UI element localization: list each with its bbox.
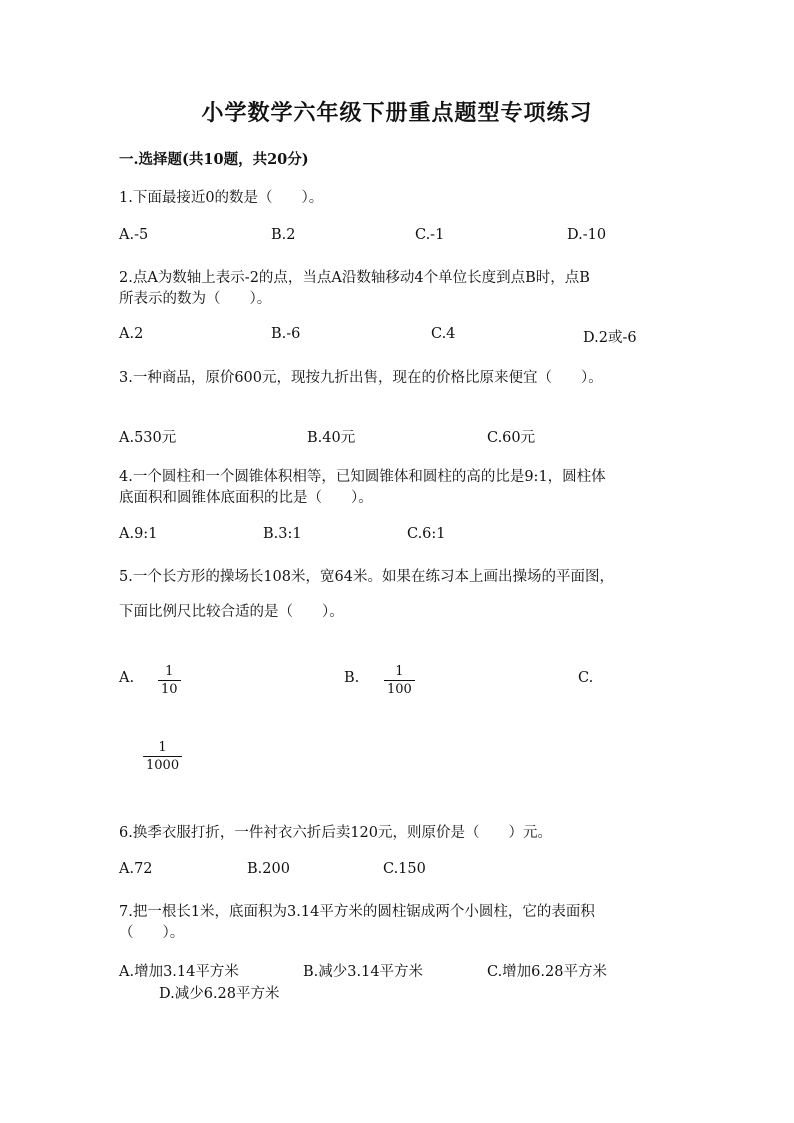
- fraction-denominator: 100: [387, 682, 412, 697]
- q7-option-d[interactable]: D.减少6.28平方米: [159, 986, 280, 1002]
- q3-option-b[interactable]: B.40元: [307, 430, 356, 446]
- question-4-text-line2: 底面积和圆锥体底面积的比是（ ）。: [119, 490, 373, 506]
- q6-option-a[interactable]: A.72: [119, 861, 153, 877]
- question-5-text-line1: 5.一个长方形的操场长108米，宽64米。如果在练习本上画出操场的平面图，: [119, 569, 614, 585]
- q3-option-a[interactable]: A.530元: [119, 430, 177, 446]
- fraction-denominator: 1000: [146, 758, 180, 773]
- fraction-numerator: 1: [165, 664, 174, 679]
- q6-option-c[interactable]: C.150: [383, 861, 426, 877]
- q7-option-c[interactable]: C.增加6.28平方米: [487, 964, 607, 980]
- q7-option-a[interactable]: A.增加3.14平方米: [119, 964, 239, 980]
- q5-option-a[interactable]: A.: [119, 670, 135, 686]
- q5-option-a-fraction: [158, 664, 181, 697]
- q4-option-c[interactable]: C.6:1: [407, 526, 446, 542]
- q2-option-a[interactable]: A.2: [119, 326, 144, 342]
- q1-option-a[interactable]: A.-5: [119, 227, 149, 243]
- q2-option-b[interactable]: B.-6: [271, 326, 301, 342]
- question-5-text-line2: 下面比例尺比较合适的是（ ）。: [119, 604, 344, 620]
- question-1-text: 1.下面最接近0的数是（ ）。: [119, 190, 324, 206]
- question-7-text-line2: （ ）。: [119, 925, 185, 941]
- q2-option-c[interactable]: C.4: [431, 326, 456, 342]
- fraction-numerator: 1: [395, 664, 404, 679]
- question-7-text-line1: 7.把一根长1米，底面积为3.14平方米的圆柱锯成两个小圆柱，它的表面积: [119, 904, 595, 920]
- q7-option-b[interactable]: B.减少3.14平方米: [303, 964, 424, 980]
- q3-option-c[interactable]: C.60元: [487, 430, 536, 446]
- q1-option-d[interactable]: D.-10: [567, 227, 607, 243]
- section-heading: 一.选择题(共10题，共20分): [119, 151, 309, 168]
- q5-option-b[interactable]: B.: [344, 670, 360, 686]
- fraction-bar: [158, 680, 181, 681]
- fraction-bar: [384, 680, 415, 681]
- q5-option-c-fraction: [143, 740, 182, 773]
- question-4-text-line1: 4.一个圆柱和一个圆锥体积相等，已知圆锥体和圆柱的高的比是9:1，圆柱体: [119, 469, 606, 485]
- question-2-text-line1: 2.点A为数轴上表示-2的点，当点A沿数轴移动4个单位长度到点B时，点B: [119, 270, 590, 286]
- page-title: 小学数学六年级下册重点题型专项练习: [201, 100, 593, 126]
- q1-option-c[interactable]: C.-1: [415, 227, 445, 243]
- q2-option-d[interactable]: D.2或-6: [583, 330, 637, 346]
- q5-option-b-fraction: [384, 664, 415, 697]
- q5-option-c[interactable]: C.: [578, 670, 594, 686]
- fraction-bar: [143, 756, 182, 757]
- fraction-denominator: 10: [161, 682, 178, 697]
- q6-option-b[interactable]: B.200: [247, 861, 290, 877]
- fraction-numerator: 1: [158, 740, 167, 755]
- question-2-text-line2: 所表示的数为（ ）。: [119, 291, 272, 307]
- question-3-text: 3.一种商品，原价600元，现按九折出售，现在的价格比原来便宜（ ）。: [119, 370, 603, 386]
- question-6-text: 6.换季衣服打折，一件衬衣六折后卖120元，则原价是（ ）元。: [119, 825, 553, 841]
- q4-option-a[interactable]: A.9:1: [119, 526, 158, 542]
- q4-option-b[interactable]: B.3:1: [263, 526, 302, 542]
- q1-option-b[interactable]: B.2: [271, 227, 296, 243]
